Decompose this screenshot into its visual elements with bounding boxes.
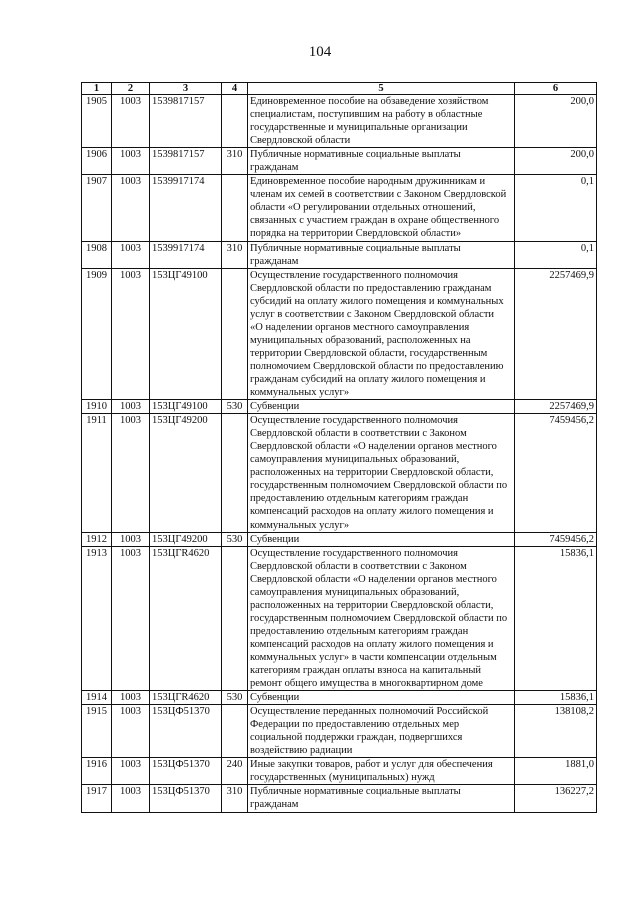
target-article-cell: 1539917174 [150, 175, 222, 241]
target-article-cell: 153ЦГR4620 [150, 546, 222, 691]
target-article-cell: 153ЦГ49100 [150, 400, 222, 414]
expense-type-cell: 530 [222, 400, 248, 414]
target-article-cell: 153ЦГ49200 [150, 414, 222, 532]
table-row [82, 400, 597, 414]
table-row [82, 785, 597, 812]
header-cell-1: 1 [82, 83, 112, 95]
section-code-cell: 1003 [112, 175, 150, 241]
target-article-cell: 1539817157 [150, 148, 222, 175]
table-row [82, 758, 597, 785]
section-code-cell: 1003 [112, 241, 150, 268]
table-row [82, 95, 597, 148]
section-code-cell: 1003 [112, 148, 150, 175]
amount-cell: 15836,1 [515, 546, 597, 691]
section-code-cell: 1003 [112, 758, 150, 785]
description-cell: Публичные нормативные социальные выплаты гражданам [248, 148, 515, 175]
table-row [82, 705, 597, 758]
target-article-cell: 153ЦФ51370 [150, 785, 222, 812]
description-cell: Субвенции [248, 400, 515, 414]
expense-type-cell [222, 95, 248, 148]
target-article-cell: 1539817157 [150, 95, 222, 148]
row-number-cell: 1911 [82, 414, 112, 532]
section-code-cell: 1003 [112, 95, 150, 148]
header-cell-2: 2 [112, 83, 150, 95]
header-cell-6: 6 [515, 83, 597, 95]
description-cell: Единовременное пособие народным дружинникам и членам их семей в соответствии с Законом Свердловской области «О регулировании отдельных отношений, связанных с участием граждан в охране общественного порядка на территории Свердловской области» [248, 175, 515, 241]
section-code-cell: 1003 [112, 546, 150, 691]
header-cell-5: 5 [248, 83, 515, 95]
expense-type-cell: 530 [222, 691, 248, 705]
row-number-cell: 1913 [82, 546, 112, 691]
description-cell: Осуществление государственного полномочия Свердловской области в соответствии с Законом Свердловской области «О наделении органов местного самоуправления муниципальных образований, расположенных на территории Свердловской области, государственным полномочием Свердловской области по предоставлению отдельным категориям граждан компенсаций расходов на оплату жилого помещения и коммунальных услуг» в части компенсации отдельным категориям граждан оплаты взноса на капитальный ремонт общего имущества в многоквартирном доме [248, 546, 515, 691]
budget-table [81, 82, 597, 813]
row-number-cell: 1914 [82, 691, 112, 705]
table-row [82, 691, 597, 705]
description-cell: Осуществление государственного полномочия Свердловской области в соответствии с Законом Свердловской области «О наделении органов местного самоуправления муниципальных образований, расположенных на территории Свердловской области, государственным полномочием Свердловской области по предоставлению отдельным категориям граждан компенсаций расходов на оплату жилого помещения и коммунальных услуг» [248, 414, 515, 532]
description-cell: Субвенции [248, 691, 515, 705]
table-row [82, 546, 597, 691]
description-cell: Единовременное пособие на обзаведение хозяйством специалистам, поступившим на работу в областные государственные и муниципальные организации Свердловской области [248, 95, 515, 148]
row-number-cell: 1909 [82, 268, 112, 399]
amount-cell: 2257469,9 [515, 268, 597, 399]
target-article-cell: 153ЦГR4620 [150, 691, 222, 705]
target-article-cell: 153ЦФ51370 [150, 758, 222, 785]
section-code-cell: 1003 [112, 268, 150, 399]
section-code-cell: 1003 [112, 400, 150, 414]
description-cell: Публичные нормативные социальные выплаты гражданам [248, 241, 515, 268]
table-row [82, 532, 597, 546]
description-cell: Осуществление переданных полномочий Российской Федерации по предоставлению отдельных мер социальной поддержки граждан, подвергшихся воздействию радиации [248, 705, 515, 758]
expense-type-cell: 310 [222, 241, 248, 268]
description-cell: Публичные нормативные социальные выплаты гражданам [248, 785, 515, 812]
amount-cell: 0,1 [515, 241, 597, 268]
description-cell: Субвенции [248, 532, 515, 546]
row-number-cell: 1906 [82, 148, 112, 175]
amount-cell: 2257469,9 [515, 400, 597, 414]
target-article-cell: 153ЦГ49100 [150, 268, 222, 399]
header-cell-3: 3 [150, 83, 222, 95]
table-row [82, 268, 597, 399]
row-number-cell: 1908 [82, 241, 112, 268]
expense-type-cell [222, 705, 248, 758]
amount-cell: 136227,2 [515, 785, 597, 812]
table-body [82, 95, 597, 813]
row-number-cell: 1912 [82, 532, 112, 546]
table-row [82, 241, 597, 268]
header-row [82, 83, 597, 95]
amount-cell: 0,1 [515, 175, 597, 241]
target-article-cell: 1539917174 [150, 241, 222, 268]
expense-type-cell [222, 414, 248, 532]
row-number-cell: 1905 [82, 95, 112, 148]
header-cell-4: 4 [222, 83, 248, 95]
row-number-cell: 1907 [82, 175, 112, 241]
row-number-cell: 1910 [82, 400, 112, 414]
row-number-cell: 1915 [82, 705, 112, 758]
amount-cell: 138108,2 [515, 705, 597, 758]
table-row [82, 175, 597, 241]
amount-cell: 7459456,2 [515, 532, 597, 546]
target-article-cell: 153ЦФ51370 [150, 705, 222, 758]
section-code-cell: 1003 [112, 414, 150, 532]
table-row [82, 148, 597, 175]
amount-cell: 7459456,2 [515, 414, 597, 532]
row-number-cell: 1916 [82, 758, 112, 785]
description-cell: Осуществление государственного полномочия Свердловской области по предоставлению гражданам субсидий на оплату жилого помещения и коммунальных услуг в соответствии с Законом Свердловской области «О наделении органов местного самоуправления муниципальных образований, расположенных на территории Свердловской области, государственным полномочием Свердловской области по предоставлению гражданам субсидий на оплату жилого помещения и коммунальных услуг» [248, 268, 515, 399]
expense-type-cell [222, 268, 248, 399]
section-code-cell: 1003 [112, 705, 150, 758]
expense-type-cell [222, 546, 248, 691]
amount-cell: 200,0 [515, 95, 597, 148]
section-code-cell: 1003 [112, 532, 150, 546]
amount-cell: 15836,1 [515, 691, 597, 705]
row-number-cell: 1917 [82, 785, 112, 812]
page-number: 104 [308, 44, 332, 60]
expense-type-cell: 240 [222, 758, 248, 785]
amount-cell: 200,0 [515, 148, 597, 175]
section-code-cell: 1003 [112, 691, 150, 705]
target-article-cell: 153ЦГ49200 [150, 532, 222, 546]
expense-type-cell: 310 [222, 148, 248, 175]
amount-cell: 1881,0 [515, 758, 597, 785]
expense-type-cell [222, 175, 248, 241]
table-row [82, 414, 597, 532]
expense-type-cell: 530 [222, 532, 248, 546]
section-code-cell: 1003 [112, 785, 150, 812]
description-cell: Иные закупки товаров, работ и услуг для обеспечения государственных (муниципальных) нужд [248, 758, 515, 785]
expense-type-cell: 310 [222, 785, 248, 812]
